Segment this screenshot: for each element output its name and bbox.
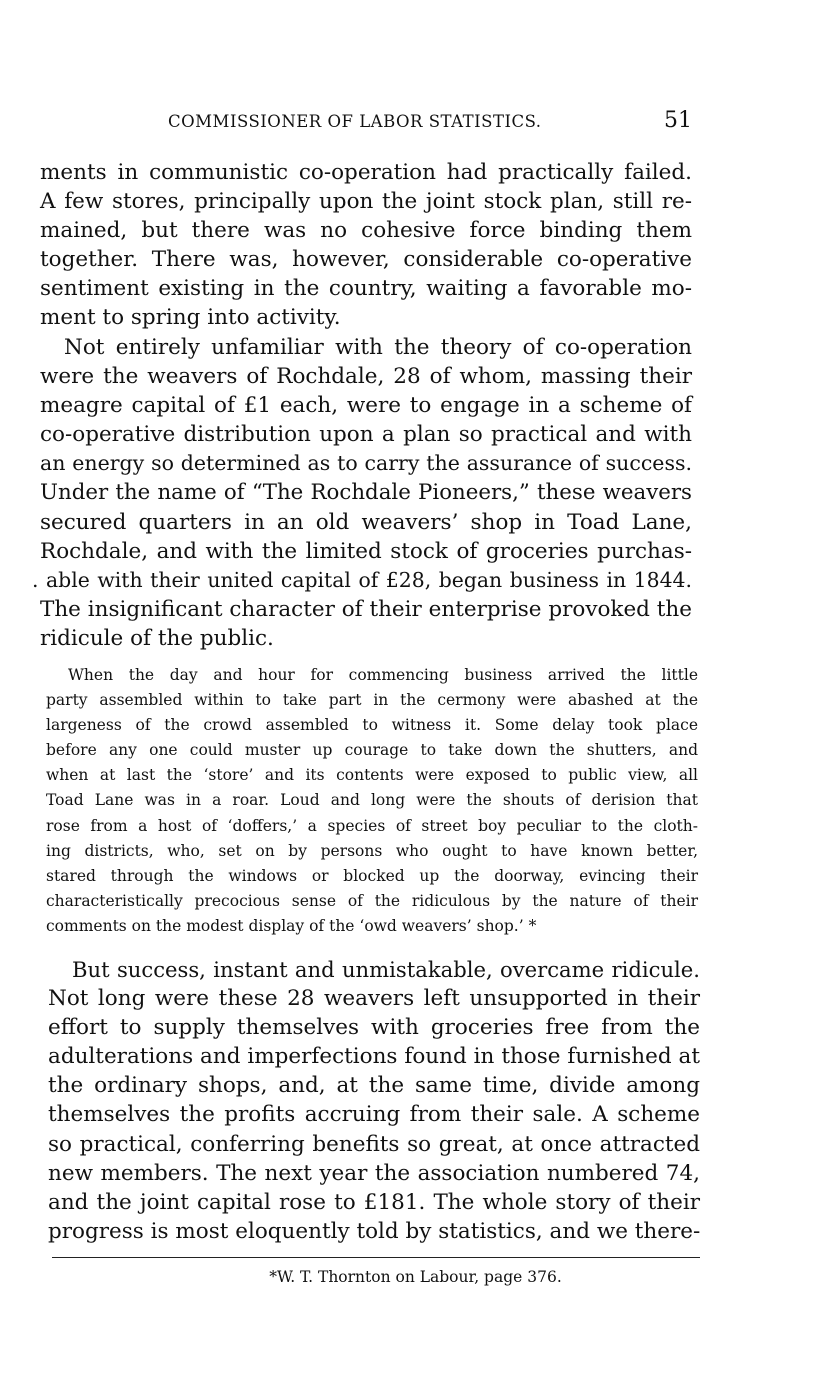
text-line: Not entirely unfamiliar with the theory of co-operation	[64, 335, 692, 360]
text-line: ments in communistic co-operation had practically failed.	[40, 160, 692, 185]
text-line: co-operative distribution upon a plan so practical and with	[40, 422, 692, 448]
quote-line: before any one could muster up courage to take down the shutters, and	[46, 741, 698, 760]
text-line: A few stores, principally upon the joint stock plan, still re-	[40, 189, 692, 215]
text-line: ment to spring into activity.	[40, 305, 341, 331]
text-line: so practical, conferring benefits so great, at once attracted	[48, 1131, 700, 1157]
text-line: But success, instant and unmistakable, overcame ridicule.	[72, 957, 700, 982]
text-line: together. There was, however, considerable co-operative	[40, 247, 692, 273]
quote-line: rose from a host of ‘doffers,’ a species of street boy peculiar to the cloth-	[46, 816, 698, 835]
text-line: . able with their united capital of £28, began business in 1844.	[32, 567, 692, 592]
text-line: and the joint capital rose to £181. The whole story of their	[48, 1189, 700, 1215]
text-line: themselves the profits accruing from their sale. A scheme	[48, 1102, 700, 1128]
text-line: Rochdale, and with the limited stock of groceries purchas-	[40, 538, 692, 564]
text-line: secured quarters in an old weavers’ shop in Toad Lane,	[40, 509, 692, 535]
quote-line: comments on the modest display of the ‘owd weavers’ shop.’ *	[46, 916, 537, 935]
quote-line: party assembled within to take part in the cermony were abashed at the	[46, 691, 698, 710]
text-line: ridicule of the public.	[40, 625, 274, 651]
paragraph-3	[48, 955, 700, 1246]
quote-line: largeness of the crowd assembled to witness it. Some delay took place	[46, 716, 698, 735]
quote-line: ing districts, who, set on by persons who ought to have known better,	[46, 841, 698, 860]
paragraph-1	[40, 158, 692, 333]
quote-line: stared through the windows or blocked up the doorway, evincing their	[46, 866, 698, 885]
text-line: progress is most eloquently told by statistics, and we there-	[48, 1218, 701, 1244]
text-line: The insignificant character of their enterprise provoked the	[40, 596, 692, 622]
text-line: the ordinary shops, and, at the same time, divide among	[48, 1073, 700, 1099]
text-line: were the weavers of Rochdale, 28 of whom, massing their	[40, 364, 692, 390]
quote-line: Toad Lane was in a roar. Loud and long were the shouts of derision that	[46, 791, 698, 810]
quote-line: when at last the ‘store’ and its contents were exposed to public view, all	[46, 766, 698, 785]
text-line: an energy so determined as to carry the assurance of success.	[40, 451, 692, 476]
paragraph-2	[32, 333, 692, 653]
page-number: 51	[664, 108, 692, 133]
quote-line: When the day and hour for commencing business arrived the little	[68, 666, 698, 684]
footnote-divider	[52, 1257, 700, 1258]
footnote: *W. T. Thornton on Labour, page 376.	[269, 1268, 562, 1286]
text-line: sentiment existing in the country, waiting a favorable mo-	[40, 276, 692, 302]
text-line: meagre capital of £1 each, were to engage in a scheme of	[40, 393, 692, 419]
running-title: COMMISSIONER OF LABOR STATISTICS.	[168, 112, 542, 131]
text-line: effort to supply themselves with groceries free from the	[48, 1015, 700, 1041]
quote-line: characteristically precocious sense of the ridiculous by the nature of their	[46, 891, 698, 910]
running-header	[40, 108, 692, 134]
text-line: adulterations and imperfections found in those furnished at	[48, 1044, 700, 1070]
text-line: Not long were these 28 weavers left unsupported in their	[48, 986, 700, 1012]
text-line: mained, but there was no cohesive force binding them	[40, 218, 692, 244]
text-line: new members. The next year the association numbered 74,	[48, 1160, 700, 1186]
block-quote	[46, 663, 698, 939]
text-line: Under the name of “The Rochdale Pioneers,” these weavers	[40, 480, 692, 506]
